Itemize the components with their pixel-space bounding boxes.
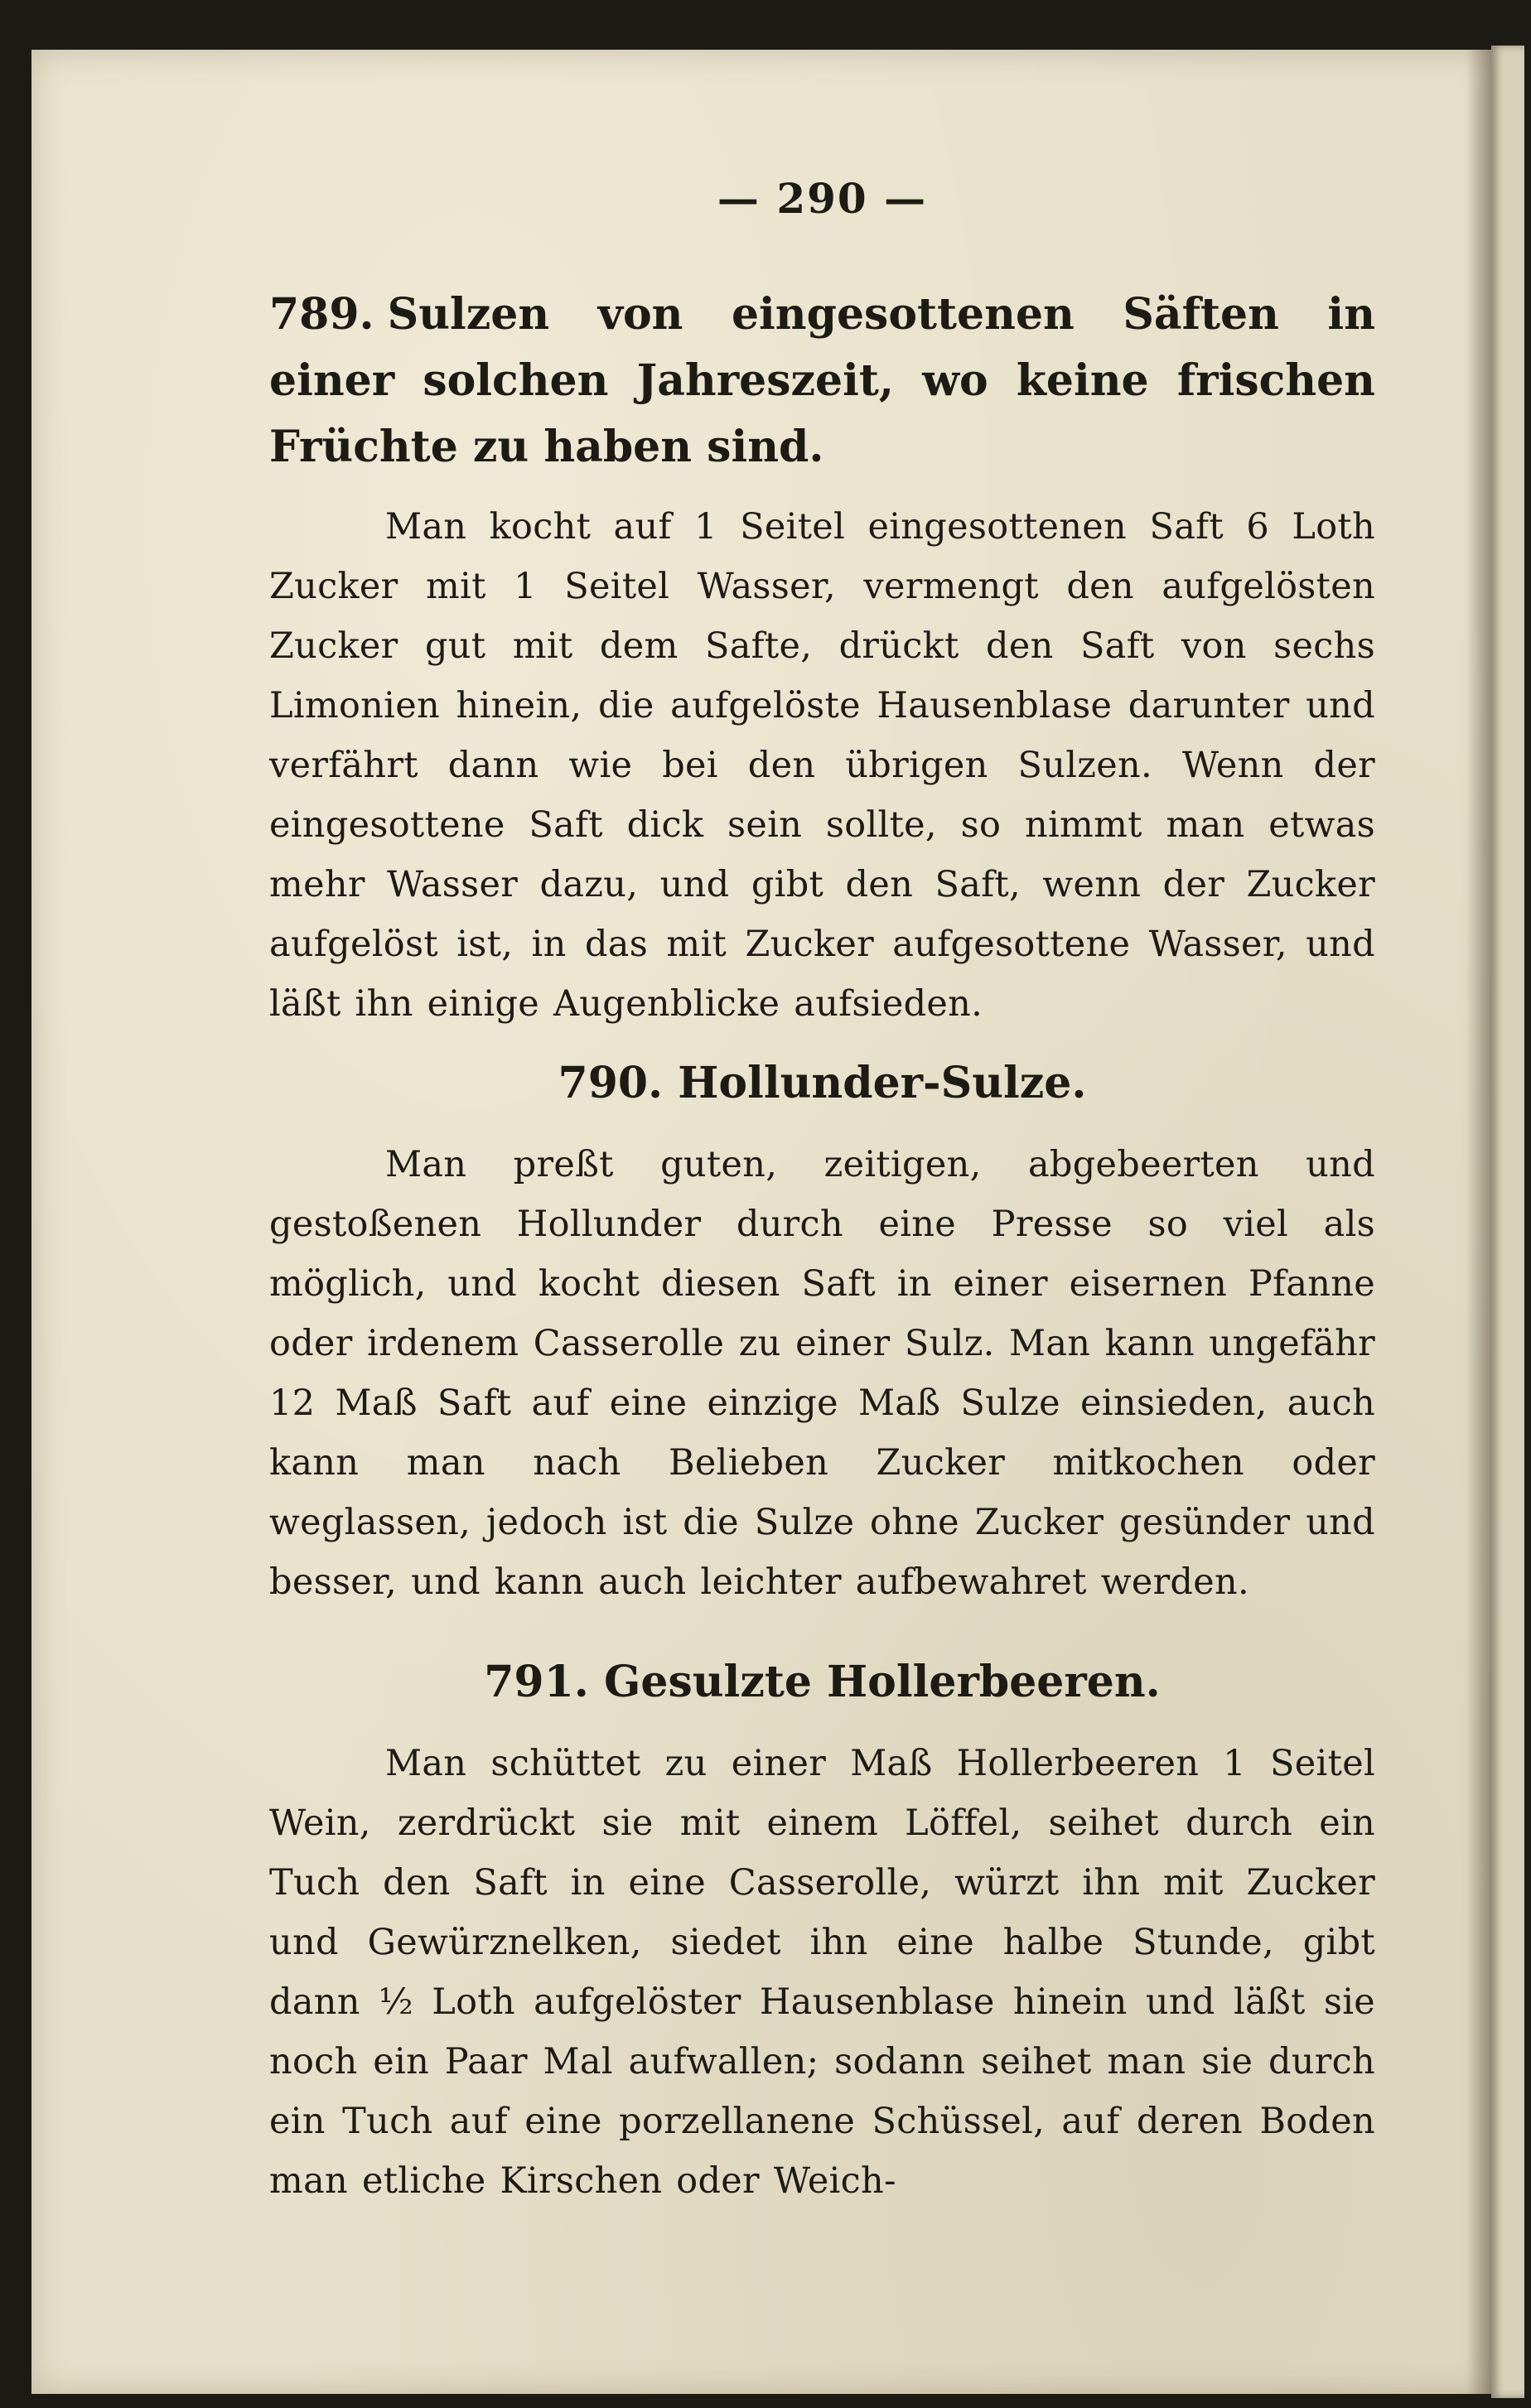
recipe-791-body: Man schüttet zu einer Maß Hollerbeeren 1 Seitel Wein, zerdrückt sie mit einem Löffel, seihet durch ein Tuch den Saft in eine Casserolle, würzt ihn mit Zucker und Gewürznelken, siedet ihn eine halbe Stunde, gibt dann ½ Loth aufgelöster Hausenblase hinein und läßt sie noch ein Paar Mal aufwallen; sodann seihet man sie durch ein Tuch auf eine porzellanene Schüssel, auf deren Boden man etliche Kirschen oder Weich- — [269, 1743, 1375, 2202]
recipe-790-number: 790. — [558, 1058, 664, 1108]
recipe-789-body: Man kocht auf 1 Seitel eingesottenen Saft 6 Loth Zucker mit 1 Seitel Wasser, vermengt den aufgelösten Zucker gut mit dem Safte, drückt den Saft von sechs Limonien hinein, die aufgelöste Hausenblase darunter und verfährt dann wie bei den übrigen Sulzen. Wenn der eingesottene Saft dick sein sollte, so nimmt man etwas mehr Wasser dazu, und gibt den Saft, wenn der Zucker aufgelöst ist, in das mit Zucker aufgesottene Wasser, und läßt ihn einige Augenblicke aufsieden. — [269, 506, 1375, 1025]
recipe-791-heading — [269, 1649, 1375, 1716]
recipe-790-body: Man preßt guten, zeitigen, abgebeerten und gestoßenen Hollunder durch eine Presse so viel als möglich, und kocht diesen Saft in einer eisernen Pfanne oder irdenem Casserolle zu einer Sulz. Man kann ungefähr 12 Maß Saft auf eine einzige Maß Sulze einsieden, auch kann man nach Belieben Zucker mitkochen oder weglassen, jedoch ist die Sulze ohne Zucker gesünder und besser, und kann auch leichter aufbewahret werden. — [269, 1144, 1375, 1603]
page-number: — 290 — — [717, 174, 928, 223]
recipe-790-heading — [269, 1050, 1375, 1117]
recipe-791-title: Gesulzte Hollerbeeren. — [603, 1657, 1161, 1707]
recipe-789-title: Sulzen von eingesottenen Säften in einer solchen Jahreszeit, wo keine frischen Früchte zu haben sind. — [269, 289, 1375, 472]
recipe-791-number: 791. — [484, 1657, 589, 1707]
recipe-789-heading — [269, 282, 1375, 480]
spine-shadow — [1466, 50, 1491, 2394]
recipe-789-number: 789. — [269, 289, 374, 340]
adjacent-page-edge — [1491, 46, 1524, 2398]
recipe-790-title: Hollunder-Sulze. — [678, 1058, 1087, 1108]
text-block — [269, 174, 1375, 2211]
